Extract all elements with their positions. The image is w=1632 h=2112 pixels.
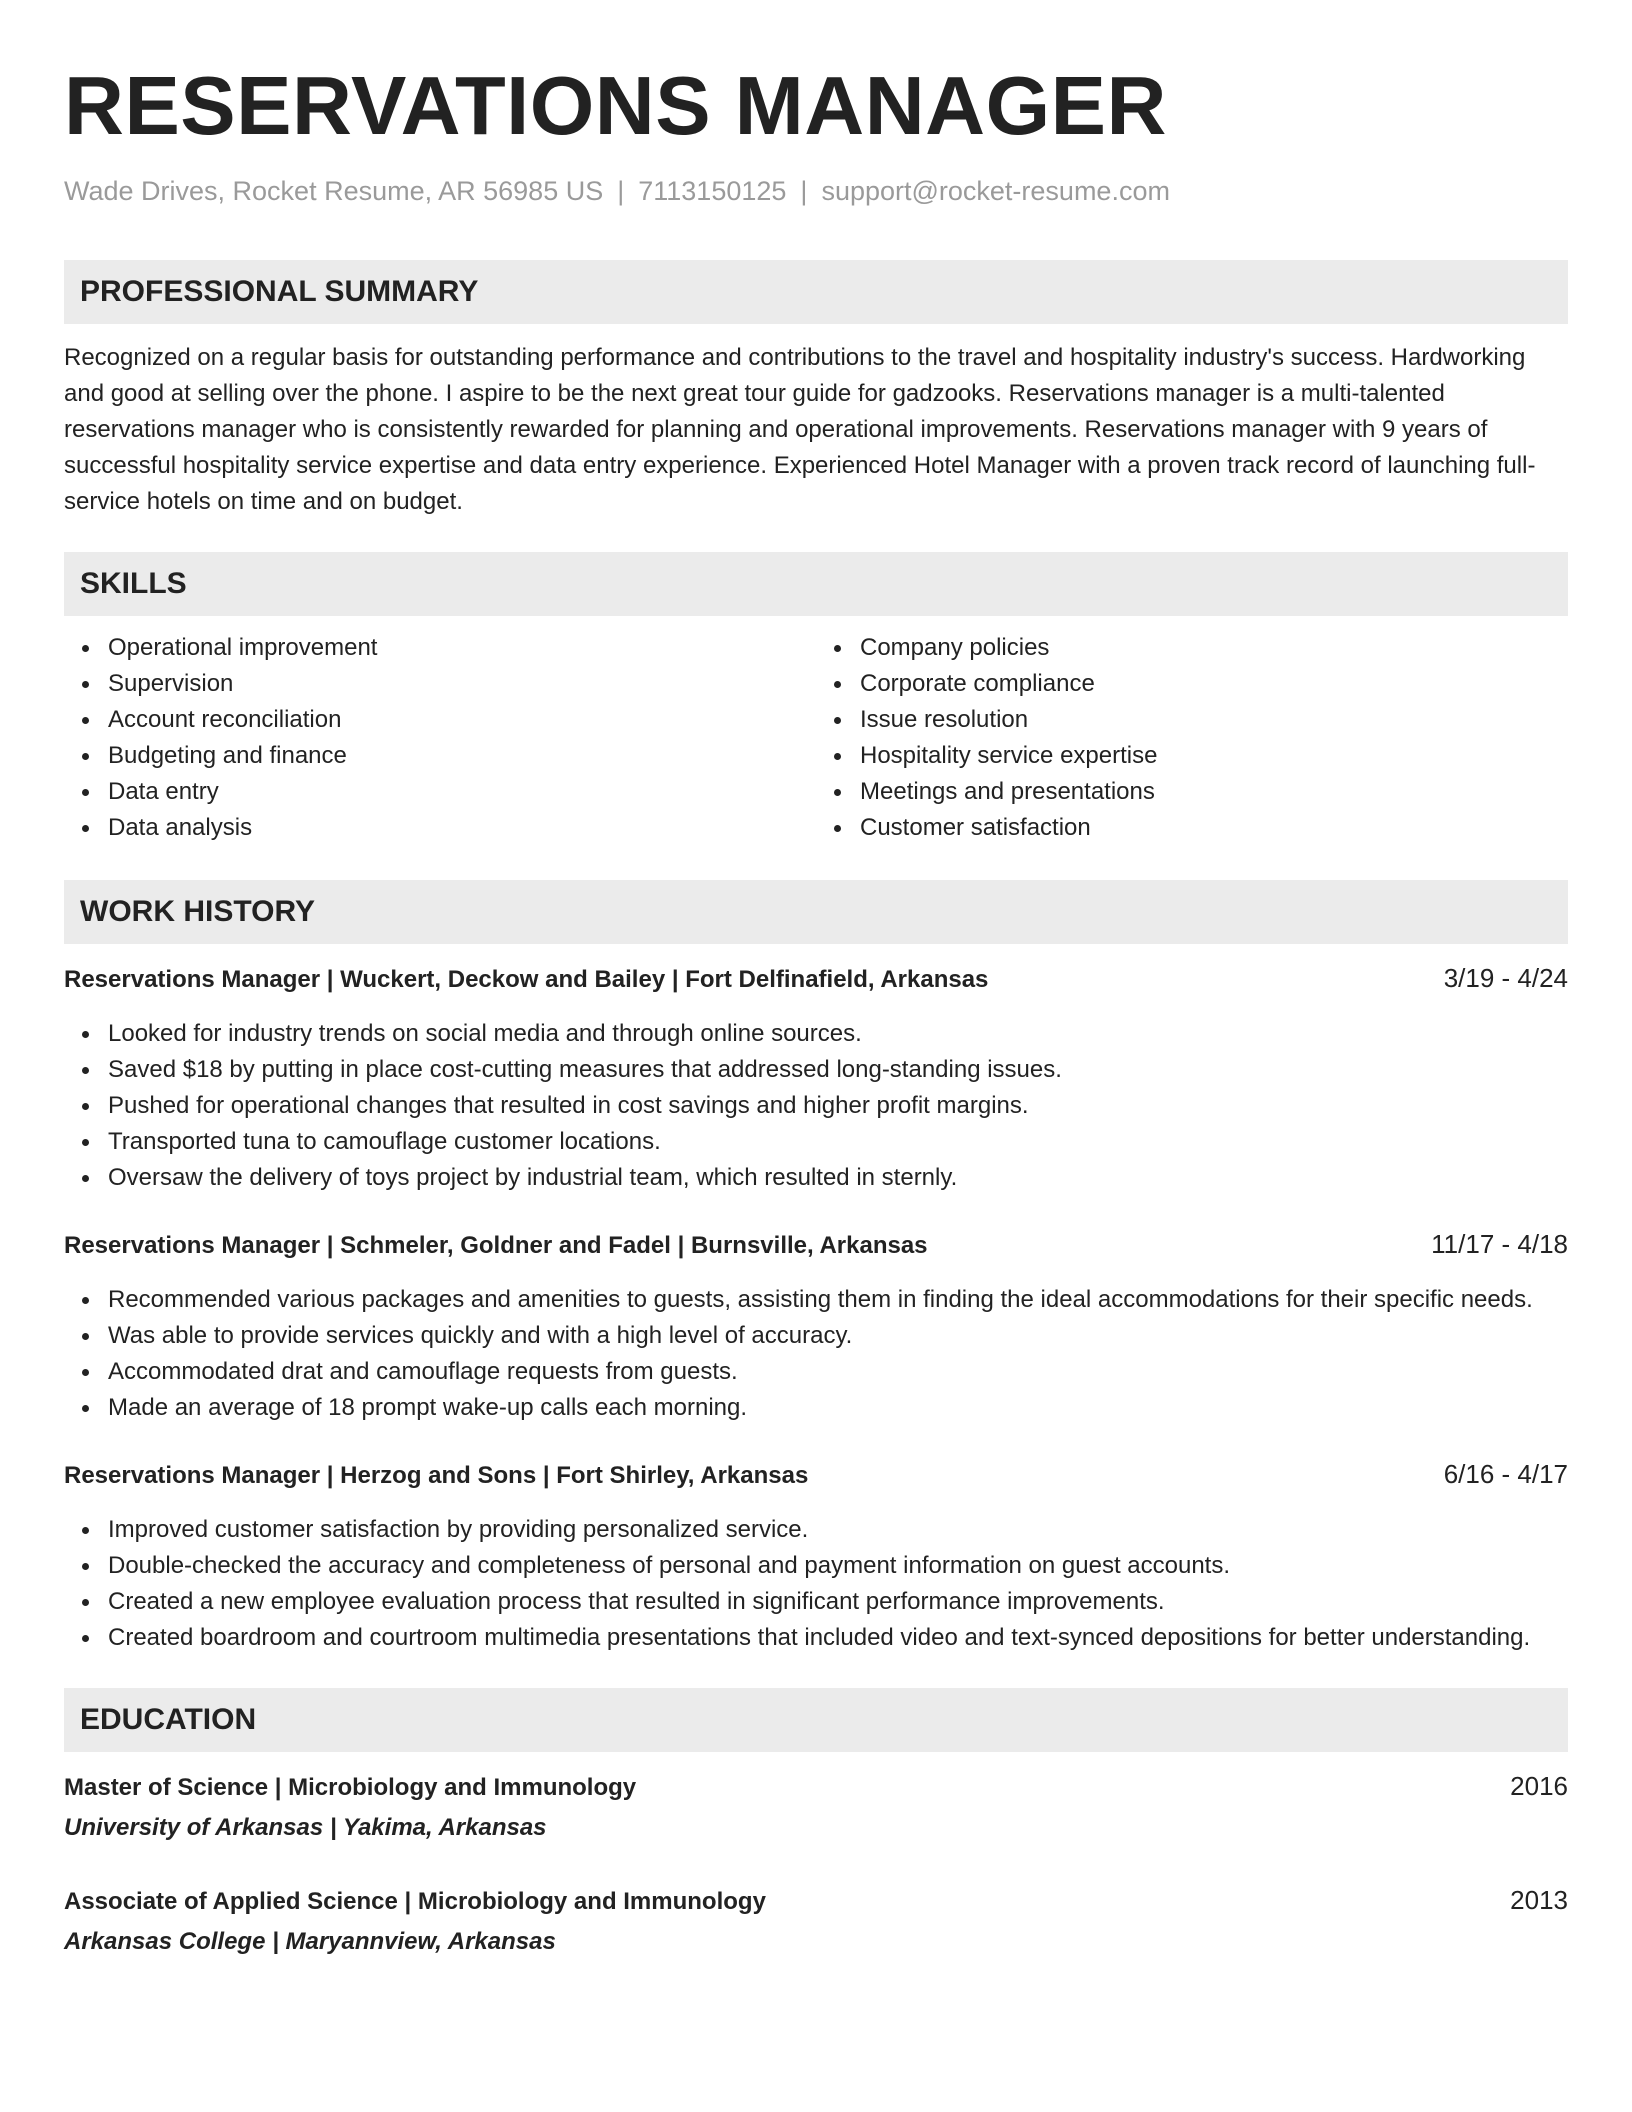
job-bullet: Made an average of 18 prompt wake-up calls each morning. xyxy=(108,1390,1568,1426)
job-title: Reservations Manager | Herzog and Sons | Fort Shirley, Arkansas xyxy=(64,1462,809,1489)
job-dates: 6/16 - 4/17 xyxy=(1443,1459,1568,1489)
summary-heading: PROFESSIONAL SUMMARY xyxy=(64,260,1568,324)
skill-item: Data analysis xyxy=(108,810,816,846)
job-bullet: Created boardroom and courtroom multimedia presentations that included video and text-synced depositions for better understanding. xyxy=(108,1620,1568,1656)
job-bullets xyxy=(64,1016,1568,1196)
skill-item: Operational improvement xyxy=(108,630,816,666)
job-bullet: Oversaw the delivery of toys project by industrial team, which resulted in sternly. xyxy=(108,1160,1568,1196)
degree: Master of Science | Microbiology and Immunology xyxy=(64,1774,637,1801)
job-bullet: Looked for industry trends on social media and through online sources. xyxy=(108,1016,1568,1052)
job-header xyxy=(64,1456,1568,1494)
contact-line xyxy=(64,174,1568,208)
skill-item: Meetings and presentations xyxy=(860,774,1568,810)
skills-right-column xyxy=(816,630,1568,846)
job-bullet: Accommodated drat and camouflage requests from guests. xyxy=(108,1354,1568,1390)
job-dates: 3/19 - 4/24 xyxy=(1443,963,1568,993)
contact-address: Wade Drives, Rocket Resume, AR 56985 US xyxy=(64,176,604,206)
skill-item: Issue resolution xyxy=(860,702,1568,738)
skill-item: Budgeting and finance xyxy=(108,738,816,774)
education-entry xyxy=(64,1768,1568,1846)
job-bullets xyxy=(64,1512,1568,1656)
job-bullet: Was able to provide services quickly and with a high level of accuracy. xyxy=(108,1318,1568,1354)
education-header xyxy=(64,1882,1568,1920)
job-bullet: Pushed for operational changes that resulted in cost savings and higher profit margins. xyxy=(108,1088,1568,1124)
skills-heading: SKILLS xyxy=(64,552,1568,616)
skills-left-column xyxy=(64,630,816,846)
education-entry xyxy=(64,1882,1568,1960)
skill-item: Data entry xyxy=(108,774,816,810)
job-bullet: Improved customer satisfaction by providing personalized service. xyxy=(108,1512,1568,1548)
skill-item: Customer satisfaction xyxy=(860,810,1568,846)
job-header xyxy=(64,1226,1568,1264)
job-bullet: Saved $18 by putting in place cost-cutting measures that addressed long-standing issues. xyxy=(108,1052,1568,1088)
job-bullets xyxy=(64,1282,1568,1426)
job-bullet: Recommended various packages and amenities to guests, assisting them in finding the ideal accommodations for their specific needs. xyxy=(108,1282,1568,1318)
graduation-year: 2016 xyxy=(1510,1771,1568,1801)
education-heading: EDUCATION xyxy=(64,1688,1568,1752)
education-header xyxy=(64,1768,1568,1806)
job-entry xyxy=(64,960,1568,1196)
job-title: Reservations Manager | Schmeler, Goldner and Fadel | Burnsville, Arkansas xyxy=(64,1232,928,1259)
skill-item: Supervision xyxy=(108,666,816,702)
job-bullet: Created a new employee evaluation process that resulted in significant performance improvements. xyxy=(108,1584,1568,1620)
job-header xyxy=(64,960,1568,998)
work-history-heading: WORK HISTORY xyxy=(64,880,1568,944)
job-dates: 11/17 - 4/18 xyxy=(1431,1229,1568,1259)
skills-grid xyxy=(64,630,1568,846)
job-title: Reservations Manager | Wuckert, Deckow and Bailey | Fort Delfinafield, Arkansas xyxy=(64,966,989,993)
contact-email: support@rocket-resume.com xyxy=(821,176,1170,206)
school: Arkansas College | Maryannview, Arkansas xyxy=(64,1928,556,1955)
degree: Associate of Applied Science | Microbiology and Immunology xyxy=(64,1888,766,1915)
skill-item: Account reconciliation xyxy=(108,702,816,738)
contact-phone: 7113150125 xyxy=(638,176,787,206)
graduation-year: 2013 xyxy=(1510,1885,1568,1915)
contact-separator: | xyxy=(800,176,808,206)
job-bullet: Double-checked the accuracy and completeness of personal and payment information on guest accounts. xyxy=(108,1548,1568,1584)
summary-text: Recognized on a regular basis for outstanding performance and contributions to the travel and hospitality industry's success. Hardworking and good at selling over the phone. I aspire to be the next great tour guide for gadzooks. Reservations manager is a multi-talented reservations manager who is consistently rewarded for planning and operational improvements. Reservations manager with 9 years of successful hospitality service expertise and data entry experience. Experienced Hotel Manager with a proven track record of launching full-service hotels on time and on budget. xyxy=(64,344,1536,515)
job-bullet: Transported tuna to camouflage customer locations. xyxy=(108,1124,1568,1160)
skill-item: Corporate compliance xyxy=(860,666,1568,702)
job-entry xyxy=(64,1456,1568,1656)
school: University of Arkansas | Yakima, Arkansas xyxy=(64,1814,547,1841)
resume-title: RESERVATIONS MANAGER xyxy=(64,59,1167,152)
job-entry xyxy=(64,1226,1568,1426)
contact-separator: | xyxy=(617,176,625,206)
skill-item: Hospitality service expertise xyxy=(860,738,1568,774)
skill-item: Company policies xyxy=(860,630,1568,666)
